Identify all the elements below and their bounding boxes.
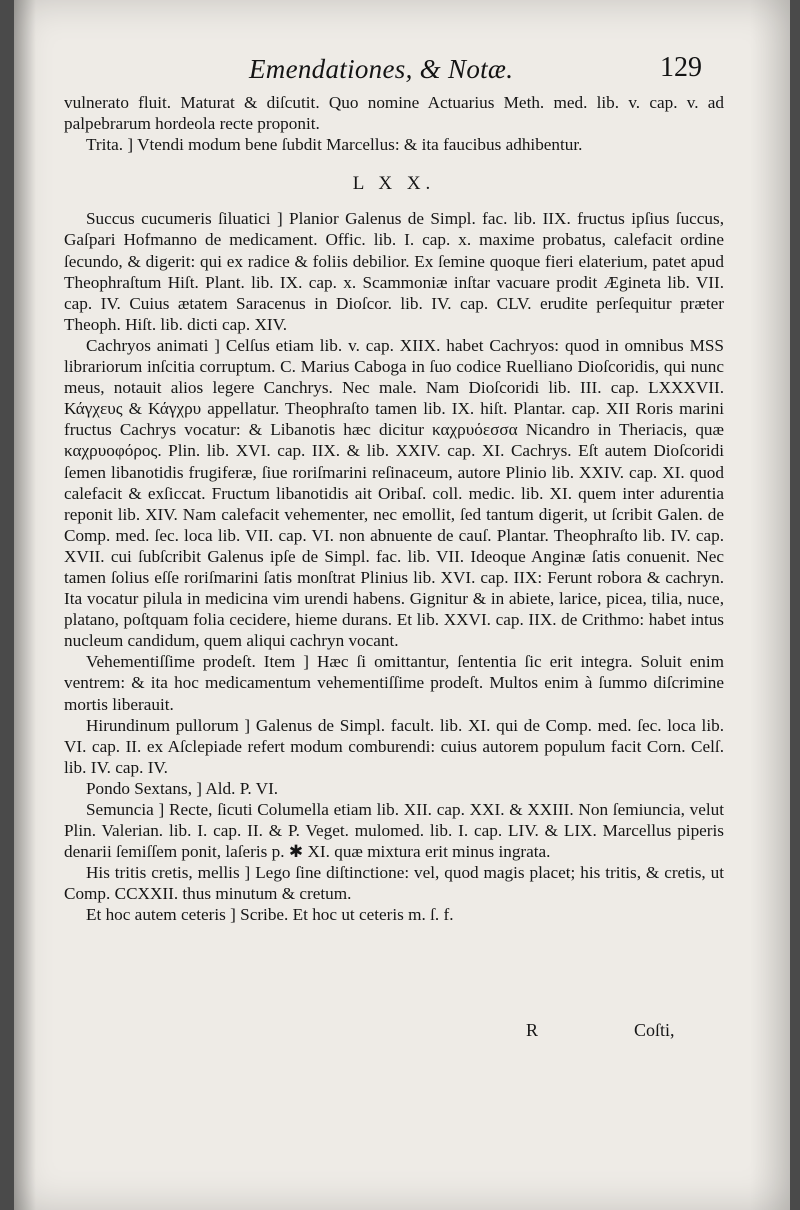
paragraph: vulnerato fluit. Maturat & diſcutit. Quo nomine Actuarius Meth. med. lib. v. cap. v. ad palpebrarum hordeola recte proponit. (64, 93, 724, 134)
section-title: L X X. (352, 173, 436, 195)
paragraph: His tritis cretis, mellis ] Lego ſine diſtinctione: vel, quod magis placet; his tritis, & cretis, ut Comp. CCXXII. thus minutum & cretum. (64, 863, 724, 904)
body-text (64, 92, 724, 926)
paragraph: Succus cucumeris ſiluatici ] Planior Galenus de Simpl. fac. lib. IIX. fructus ipſius ſuccus, Gaſpari Hofmanno de medicament. Offic. lib. I. cap. x. maxime probatus, calefacit ordine ſecundo, & digerit: qui ex radice & foliis debilior. Ex ſemine quoque fieri elaterium, patet apud Theophraſtum Hiſt. Plant. lib. IX. cap. x. Scammoniæ inſtar vacuare prodit Ægineta lib. VII. cap. IV. Cuius ætatem Saracenus in Dioſcor. lib. IV. cap. CLV. erudite perſequitur præter Theoph. Hiſt. lib. dicti cap. XIV. (64, 209, 724, 334)
paragraph: Trita. ] Vtendi modum bene ſubdit Marcellus: & ita faucibus adhibentur. (86, 135, 583, 155)
catchword: Coſti, (634, 1020, 675, 1040)
book-page (14, 0, 790, 1210)
running-title: Emendationes, & Notæ. (249, 54, 514, 84)
paragraph: Vehementiſſime prodeſt. Item ] Hæc ſi omittantur, ſententia ſic erit integra. Soluit enim ventrem: & ita hoc medicamentum vehementiſſime prodeſt. Multos enim à ſummo diſcrimine mortis liberauit. (64, 652, 724, 714)
paragraph: Pondo Sextans, ] Ald. P. VI. (86, 778, 279, 798)
page-header (14, 52, 790, 92)
paragraph: Cachryos animati ] Celſus etiam lib. v. cap. XIIX. habet Cachryos: quod in omnibus MSS librariorum inſcitia corruptum. C. Marius Caboga in ſuo codice Ruelliano Dioſcoridis, qui nunc meus, notauit alios legere Canchrys. Nec male. Nam Dioſcoridi lib. III. cap. LXXXVII. Κάγχευς & Κάγχρυ appellatur. Theophraſto tamen lib. IX. hiſt. Plantar. cap. XII Roris marini fructus Cachrys vocatur: & Libanotis hæc dicitur καχρυόεσσα Nicandro in Theriacis, quæ καχρυοφόρος. Plin. lib. XVI. cap. IIX. & lib. XXIV. cap. XI. Cachrys. Eſt autem Dioſcoridi ſemen libanotidis frugiferæ, ſiue roriſmarini reſinaceum, autore Plinio lib. XXIV. cap. XI. quod calefacit & exſiccat. Fructum libanotidis ait Oribaſ. coll. medic. lib. XI. quem inter adurentia reponit lib. XIV. Nam calefacit vehementer, nec emollit, ſed tantum digerit, ut ſcribit Galen. de Comp. med. ſec. loca lib. VII. cap. VI. non abnuente de cauſ. Plantar. Theophraſto lib. IV. cap. XVII. cui ſubſcribit Galenus ipſe de Simpl. fac. lib. VII. Ideoque Anginæ ſatis conuenit. Nec tamen ſolius eſſe roriſmarini ſatis monſtrat Plinius lib. XVI. cap. IIX: Ferunt robora & cachryn. Ita vocatur pilula in medicina vim urendi habens. Gignitur & in abiete, larice, picea, tilia, nuce, platano, poſtquam folia cecidere, hieme durans. Et lib. XXVI. cap. IIX. de Crithmo: habet intus nucleum candidum, quem aliqui cachryn vocant. (64, 335, 724, 651)
paragraph: Et hoc autem ceteris ] Scribe. Et hoc ut ceteris m. ſ. f. (86, 905, 454, 925)
signature-mark: R (526, 1020, 539, 1040)
paragraph: Hirundinum pullorum ] Galenus de Simpl. facult. lib. XI. qui de Comp. med. ſec. loca lib. VI. cap. II. ex Aſclepiade refert modum comburendi: cuius autorem populum facit Corn. Celſ. lib. IV. cap. IV. (64, 715, 724, 777)
page-footer (14, 1020, 790, 1050)
paragraph: Semuncia ] Recte, ſicuti Columella etiam lib. XII. cap. XXI. & XXIII. Non ſemiuncia, velut Plin. Valerian. lib. I. cap. II. & P. Veget. mulomed. lib. I. cap. LIV. & LIX. Marcellus piperis denarii ſemiſſem ponit, laſeris p. ✱ XI. quæ mixtura erit minus ingrata. (64, 800, 724, 862)
page-number: 129 (660, 52, 702, 83)
